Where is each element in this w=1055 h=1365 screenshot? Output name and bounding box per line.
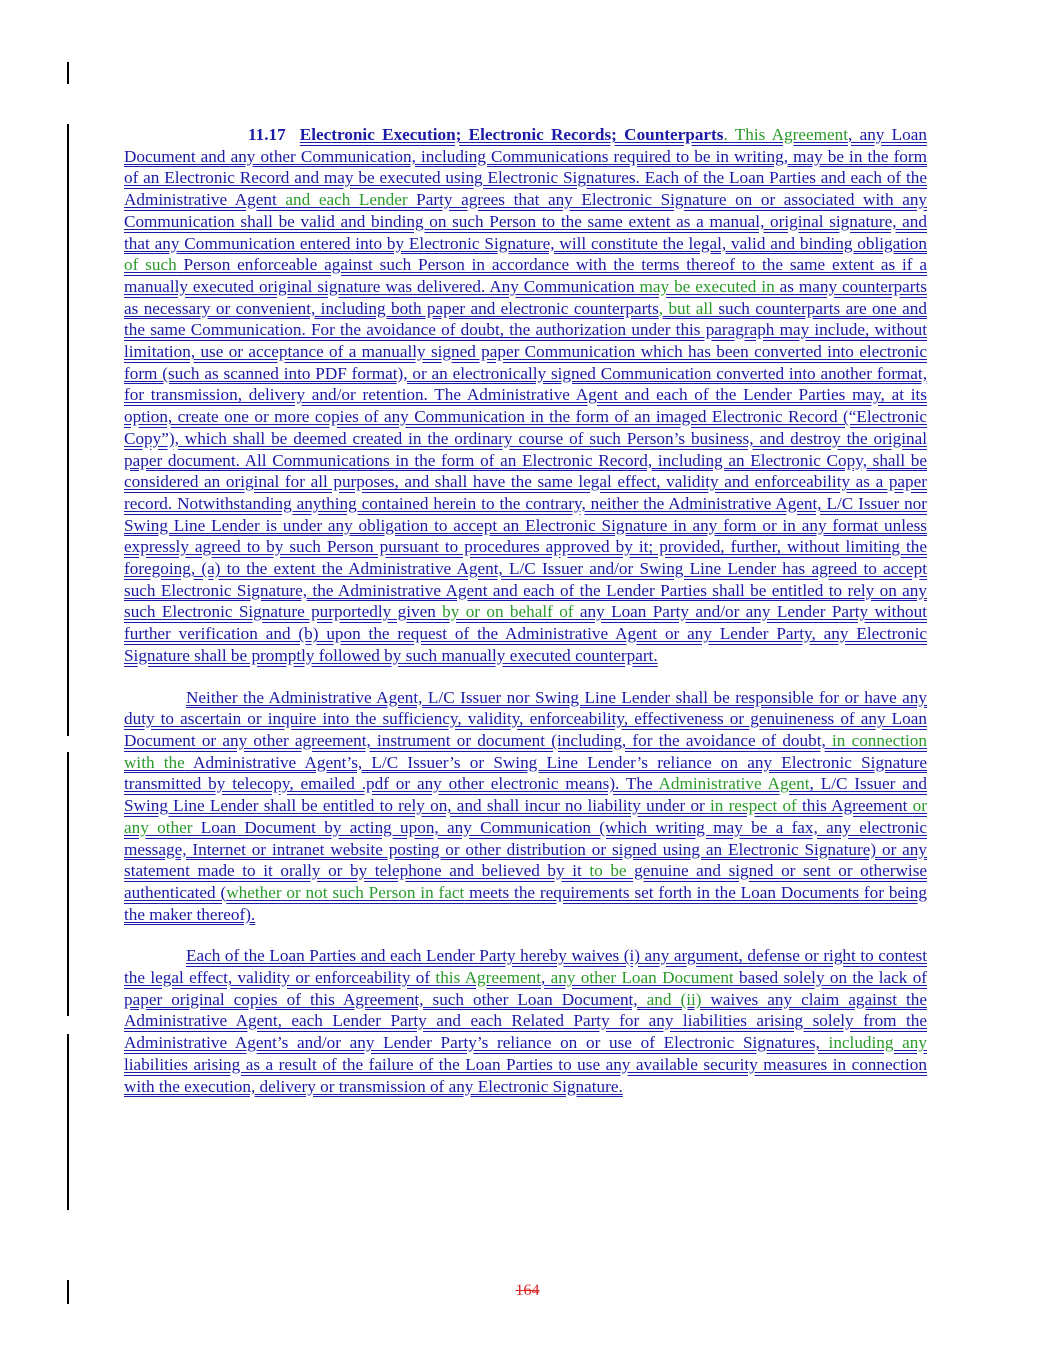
section-title: Electronic Execution; Electronic Records; Counterparts [299,125,724,144]
inserted-text-run: meets the requirements set forth in the Loan Documents for being the maker thereof). [124,882,927,924]
moved-text-run: in connection with the [124,730,927,772]
moved-text-run: and (ii) [646,989,702,1009]
moved-text-run: by or on behalf of [442,602,574,622]
page-number: 164 [515,1282,540,1299]
inserted-text-run: , L/C Issuer and Swing Line Lender shall be entitled to rely on, and shall incur no liability under or [124,774,928,816]
change-bar [67,752,69,1016]
moved-text-run: in respect of [710,796,797,816]
moved-text-run: this Agreement [435,968,541,988]
change-bar [67,62,69,84]
inserted-text-run: waives any claim against the Administrative Agent, each Lender Party and each Related Party for any liabilities arising solely from the Administrative Agent’s and/or any Lender Party’s reliance on or use of Electronic Signatures, [124,989,927,1053]
inserted-text-run: Party agrees that any Electronic Signature on or associated with any Communication shall be valid and binding on such Person to the same extent as a manual, original signature, and that any Communication entered into by Electronic Signature, will constitute the legal, valid and binding obligation [124,190,928,253]
moved-text-run: and each Lender [285,190,408,210]
inserted-text-run: Each of the Loan Parties and each Lender Party hereby waives (i) any argument, defense or right to contest the legal effect, validity or enforceability of [124,946,927,988]
document-body [124,124,927,1117]
paragraph-text [124,946,927,1095]
inserted-text-run: Administrative Agent’s, L/C Issuer’s or Swing Line Lender’s reliance on any Electronic Signature transmitted by telecopy, emailed .pdf or any other electronic means). The [124,752,927,794]
inserted-text-run: Neither the Administrative Agent, L/C Issuer nor Swing Line Lender shall be responsible for or have any duty to ascertain or inquire into the sufficiency, validity, enforceability, effectiveness or genuineness of any Loan Document or any other agreement, instrument or document (including, for the avoidance of doubt, [124,687,927,750]
section-number: 11.17 [248,125,286,144]
inserted-text-run: this Agreement [796,796,913,816]
moved-text-run: or any other [124,796,927,837]
moved-text-run: This Agreement [734,125,848,144]
inserted-text-run: such counterparts are one and the same Communication. For the avoidance of doubt, the authorization under this paragraph may include, without limitation, use or acceptance of a manually signed paper Communication which has been converted into electronic form (such as scanned into PDF format), or an electronically signed Communication converted into another format, for transmission, delivery and/or retention. The Administrative Agent and each of the Lender Parties may, at its option, create one or more copies of any Communication in the form of an imaged Electronic Record (“Electronic Copy”), which shall be deemed created in the ordinary course of such Person’s business, and destroy the original paper document. All Communications in the form of an Electronic Record, including an Electronic Copy, shall be considered an original for all purposes, and shall have the same legal effect, validity and enforceability as a paper record. Notwithstanding anything contained herein to the contrary, neither the Administrative Agent, L/C Issuer nor Swing Line Lender is under any obligation to accept an Electronic Signature in any form or in any format unless expressly agreed to by such Person pursuant to procedures approved by it; provided, further, without limiting the foregoing, (a) to the extent the Administrative Agent, L/C Issuer and/or Swing Line Lender has agreed to accept such Electronic Signature, the Administrative Agent and each of the Lender Parties shall be entitled to rely on any such Electronic Signature purportedly given [124,298,927,622]
inserted-text-run: , [541,968,551,988]
moved-text-run: of such [124,255,177,275]
section-paragraph [124,124,927,667]
inserted-text-run: Person enforceable against such Person in accordance with the terms thereof to the same extent as if a manually executed original signature was delivered. Any Communication [124,255,927,296]
paragraph-text [124,125,927,665]
paragraph-text [124,688,927,924]
inserted-text-run: , any Loan Document and any other Communication, including Communications required to be in writing, may be in the form of an Electronic Record and may be executed using Electronic Signatures. Each of the Loan Parties and each of the Administrative Agent [124,125,927,210]
moved-text-run: to be [589,861,627,881]
moved-text-run: may be executed in [639,276,775,296]
inserted-text-run: as many counterparts as necessary or convenient, including both paper and electronic counterparts [124,276,927,318]
moved-text-run: whether or not such Person in fact [226,882,465,902]
inserted-text-run: any Loan Party and/or any Lender Party without further verification and (b) upon the request of the Administrative Agent or any Lender Party, any Electronic Signature shall be promptly followed by such manually executed counterpart. [124,602,927,665]
inserted-text-run: liabilities arising as a result of the failure of the Loan Parties to use any available security measures in connection with the execution, delivery or transmission of any Electronic Signature. [124,1054,927,1096]
moved-text-run: , but all [658,298,713,318]
inserted-text-run: genuine and signed or sent or otherwise authenticated ( [124,861,928,902]
moved-text-run: Administrative Agent [658,774,810,794]
reliance-paragraph [124,687,927,926]
change-bar [67,1034,69,1210]
inserted-text-run: Loan Document by acting upon, any Communication (which writing may be a fax, any electronic message, Internet or intranet website posting or other distribution or signed using an Electronic Signature) or any statement made to it orally or by telephone and believed by it [124,817,927,881]
moved-text-run: any other Loan Document [550,968,734,988]
section-heading [186,125,723,144]
moved-text-run: including any [828,1033,927,1053]
inserted-text-run: based solely on the lack of paper original copies of this Agreement, such other Loan Document, [124,968,928,1009]
section-title-period: . [723,125,735,144]
change-bar [67,124,69,736]
waiver-paragraph [124,945,927,1097]
